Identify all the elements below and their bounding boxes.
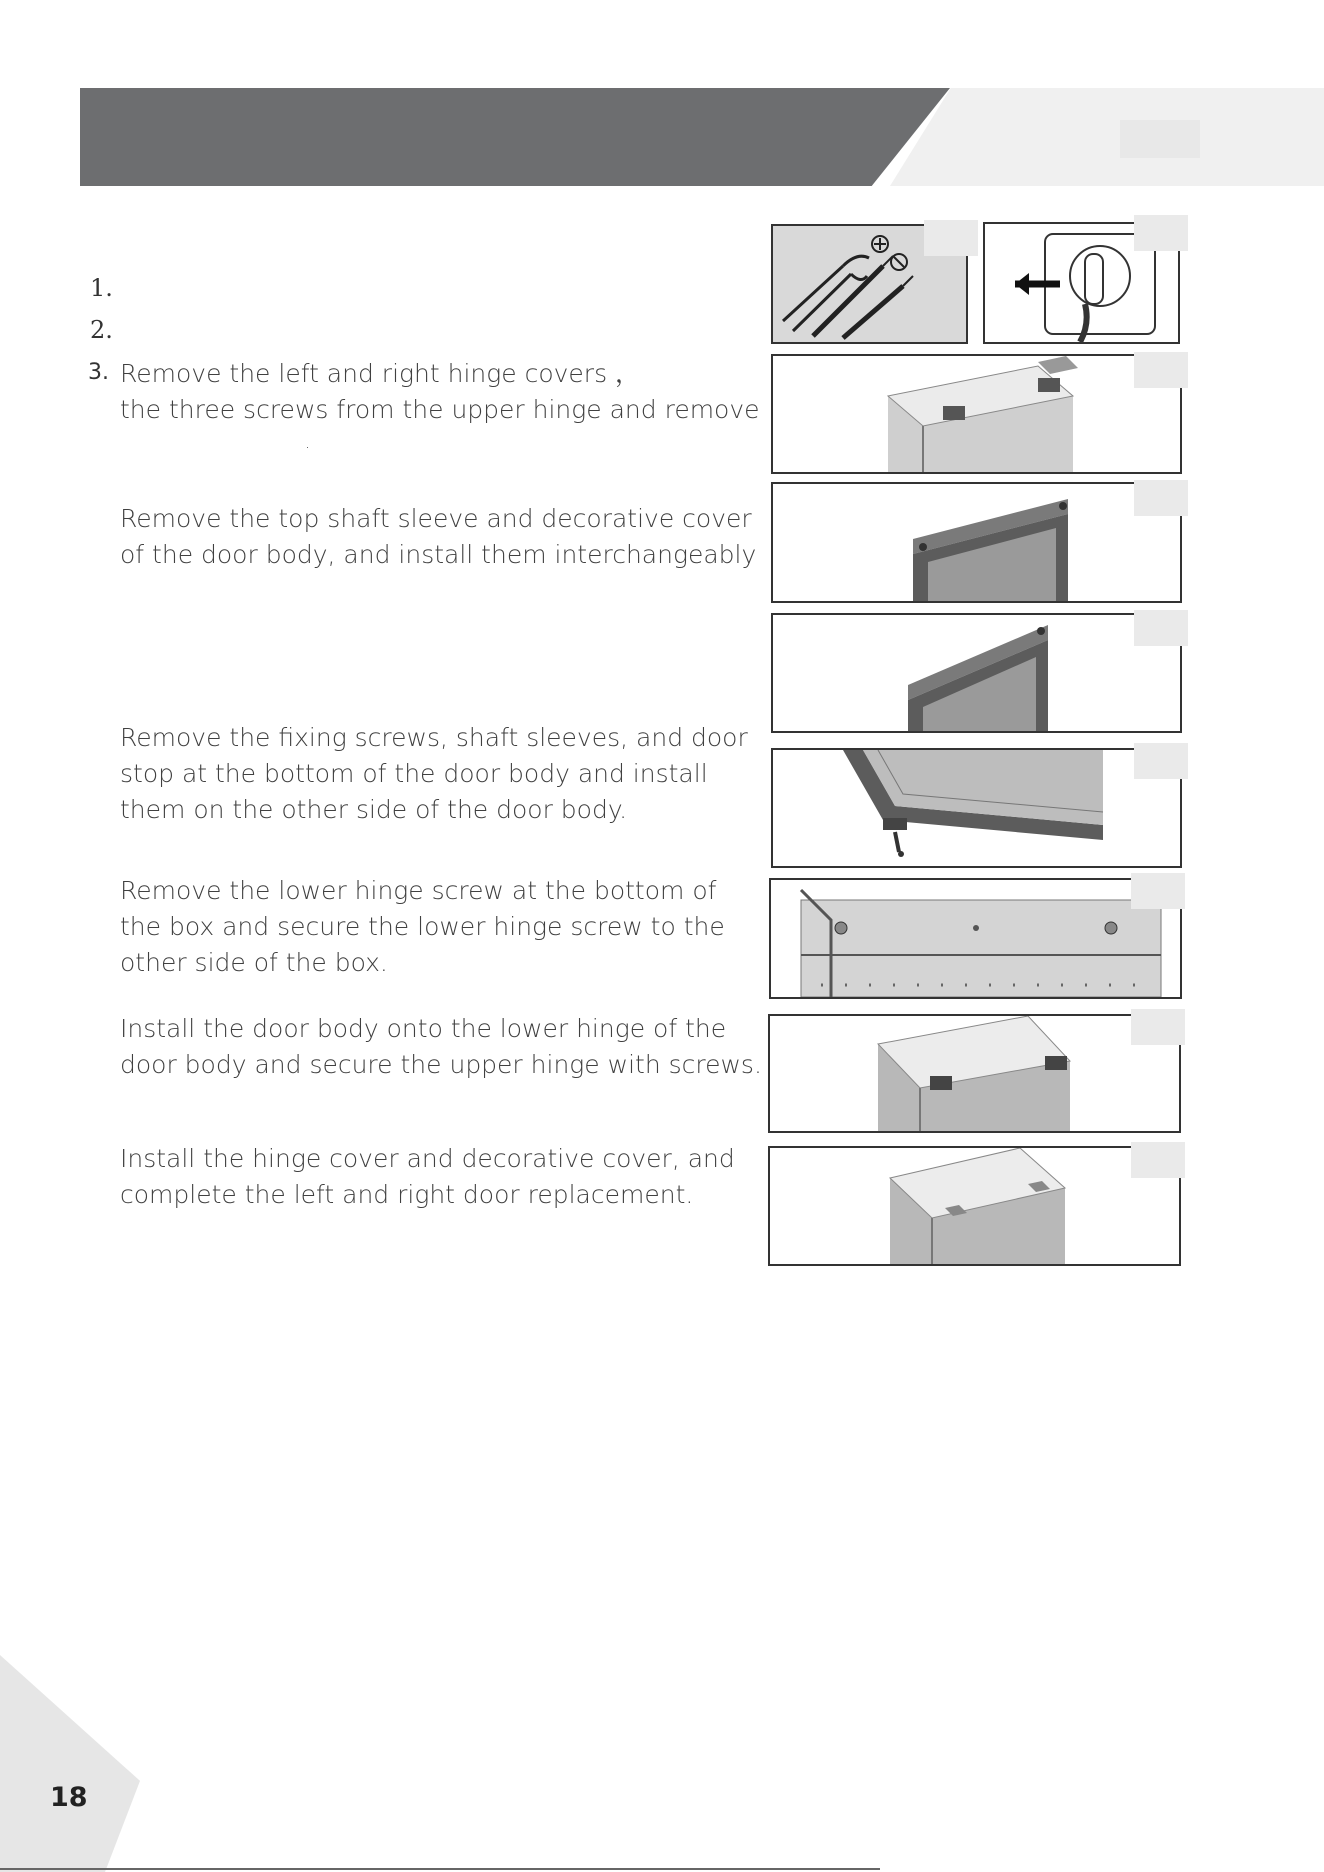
bottom-rule bbox=[0, 1868, 880, 1870]
step-5-line-3: them on the other side of the door body. bbox=[120, 795, 628, 824]
figure-label-box bbox=[1134, 352, 1188, 388]
figure-cabinet-bottom bbox=[769, 878, 1182, 999]
step-5-line-2: stop at the bottom of the door body and install bbox=[120, 759, 708, 788]
step-number-1: 1. bbox=[90, 274, 113, 302]
step-8-text bbox=[120, 1141, 770, 1213]
step-6-text bbox=[120, 873, 770, 981]
door-bottom-icon bbox=[773, 750, 1180, 866]
header-tab-box bbox=[1120, 120, 1200, 158]
figure-label-box bbox=[1134, 215, 1188, 251]
step-4-line-2: of the door body, and install them interchangeably bbox=[120, 540, 757, 569]
figure-install-door bbox=[768, 1014, 1181, 1133]
step-6-line-1: Remove the lower hinge screw at the bottom of bbox=[120, 876, 717, 905]
install-covers-icon bbox=[770, 1148, 1179, 1264]
cabinet-top-icon bbox=[773, 356, 1180, 472]
step-4-text bbox=[120, 501, 770, 573]
install-door-icon bbox=[770, 1016, 1179, 1131]
step-3-line-3: . bbox=[305, 433, 311, 452]
door-top-icon bbox=[773, 484, 1180, 601]
step-6-line-3: other side of the box. bbox=[120, 948, 388, 977]
door-top-swap-icon bbox=[773, 615, 1180, 731]
cabinet-bottom-icon bbox=[771, 880, 1180, 997]
step-3-text bbox=[120, 356, 770, 458]
step-5-line-1: Remove the fixing screws, shaft sleeves, and door bbox=[120, 723, 748, 752]
figure-label-box bbox=[1131, 1142, 1185, 1178]
page-number: 18 bbox=[50, 1782, 88, 1813]
step-8-line-2: complete the left and right door replacement. bbox=[120, 1180, 694, 1209]
step-5-text bbox=[120, 720, 770, 828]
header-band bbox=[80, 88, 950, 186]
step-3-line-2: the three screws from the upper hinge and remove bbox=[120, 395, 760, 424]
figure-door-top bbox=[771, 482, 1182, 603]
figure-label-box bbox=[924, 220, 978, 256]
step-7-text bbox=[120, 1011, 770, 1083]
figure-label-box bbox=[1134, 480, 1188, 516]
step-4-line-1: Remove the top shaft sleeve and decorative cover bbox=[120, 504, 752, 533]
figure-label-box bbox=[1131, 873, 1185, 909]
figure-door-top-swap bbox=[771, 613, 1182, 733]
step-3-line-1: Remove the left and right hinge covers ， bbox=[120, 359, 641, 388]
figure-label-box bbox=[1134, 743, 1188, 779]
header-tab bbox=[890, 88, 1324, 186]
step-8-line-1: Install the hinge cover and decorative cover, and bbox=[120, 1144, 735, 1173]
figure-install-covers bbox=[768, 1146, 1181, 1266]
figure-label-box bbox=[1131, 1009, 1185, 1045]
step-6-line-2: the box and secure the lower hinge screw to the bbox=[120, 912, 725, 941]
figure-door-bottom bbox=[771, 748, 1182, 868]
figure-label-box bbox=[1134, 610, 1188, 646]
step-7-line-1: Install the door body onto the lower hinge of the bbox=[120, 1014, 727, 1043]
step-number-2: 2. bbox=[90, 316, 113, 344]
step-number-3: 3. bbox=[88, 360, 109, 385]
step-7-line-2: door body and secure the upper hinge with screws. bbox=[120, 1050, 762, 1079]
page-corner bbox=[0, 1655, 140, 1872]
figure-hinge-covers bbox=[771, 354, 1182, 474]
